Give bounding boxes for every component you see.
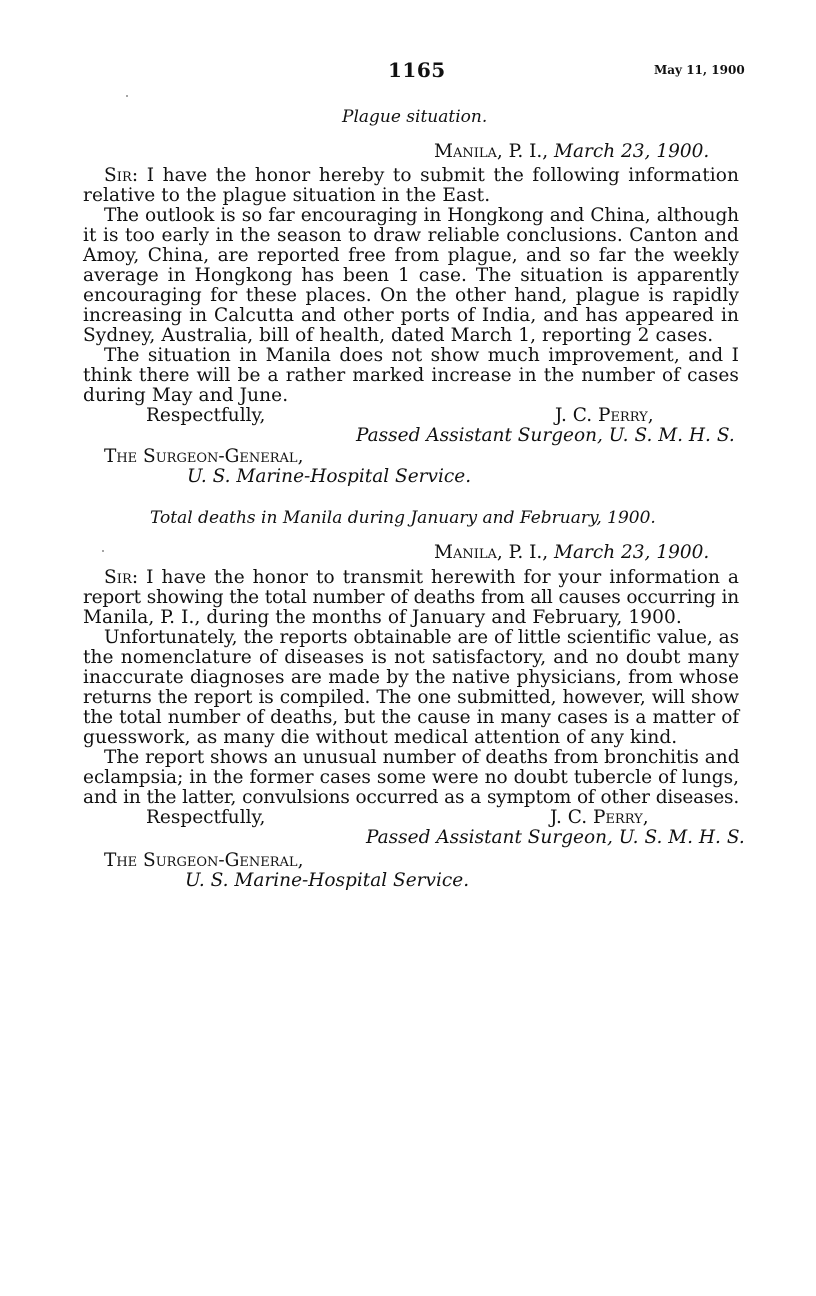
letter1-salutation: Sir: [104,165,147,186]
letter1-p2-line7: Sydney, Australia, bill of health, dated March 1, reporting 2 cases. [83,325,714,346]
letter2-place: Manila, P. I., [434,542,555,563]
letter1-p2-line5: encouraging for these places. On the other hand, plague is rapidly [83,285,739,306]
letter1-dateline [434,141,709,162]
letter1-signer-title: Passed Assistant Surgeon, U. S. M. H. S. [356,425,735,446]
letter2-p1-line2: report showing the total number of deaths from all causes occurring in [83,587,739,608]
letter2-signer: J. C. Perry, [550,807,649,828]
letter1-p3-line1: The situation in Manila does not show much improvement, and I [104,345,739,366]
letter2-p2-line6: guesswork, as many die without medical attention of any kind. [83,727,678,748]
speck [126,95,128,97]
letter2-p1-line3: Manila, P. I., during the months of January and February, 1900. [83,607,682,628]
letter2-date: March 23, 1900. [554,542,710,563]
header-date: May 11, 1900 [654,63,745,77]
letter1-p2-line2: it is too early in the season to draw reliable conclusions. Canton and [83,225,739,246]
letter2-addressee-org: U. S. Marine-Hospital Service. [185,870,470,891]
letter1-p3-line2: think there will be a rather marked increase in the number of cases [83,365,739,386]
letter2-p3-line1: The report shows an unusual number of deaths from bronchitis and [104,747,740,768]
letter1-p2-line3: Amoy, China, are reported free from plague, and so far the weekly [83,245,739,266]
letter1-signer: J. C. Perry, [555,405,654,426]
letter2-p2-line2: the nomenclature of diseases is not satisfactory, and no doubt many [83,647,739,668]
letter2-p1-line1: Sir: I have the honor to transmit herewith for your information a [104,567,740,588]
speck [102,550,104,552]
letter2-closing: Respectfully, [146,807,266,828]
letter1-closing: Respectfully, [146,405,266,426]
letter2-p2-line3: inaccurate diagnoses are made by the native physicians, from whose [83,667,739,688]
letter2-p2-line4: returns the report is compiled. The one submitted, however, will show [83,687,739,708]
letter1-p2-line4: average in Hongkong has been 1 case. The situation is apparently [83,265,739,286]
page-number: 1165 [388,58,446,82]
letter1-p3-line3: during May and June. [83,385,289,406]
letter2-addressee: The Surgeon-General, [104,850,304,871]
letter1-title: Plague situation. [342,107,488,127]
letter1-addressee: The Surgeon-General, [104,446,304,467]
letter1-addressee-org: U. S. Marine-Hospital Service. [187,466,472,487]
letter1-date: March 23, 1900. [554,141,710,162]
letter2-p3-line2: eclampsia; in the former cases some were no doubt tubercle of lungs, [83,767,739,788]
letter1-p2-line6: increasing in Calcutta and other ports of India, and has appeared in [83,305,739,326]
letter1-p1-line2: relative to the plague situation in the East. [83,185,491,206]
letter1-p1-line1: Sir: I have the honor hereby to submit the following information [104,165,739,186]
letter2-dateline [434,542,709,563]
letter2-p2-line5: the total number of deaths, but the cause in many cases is a matter of [83,707,739,728]
letter2-p3-line3: and in the latter, convulsions occurred as a symptom of other diseases. [83,787,739,808]
letter2-p2-line1: Unfortunately, the reports obtainable are of little scientific value, as [104,627,739,648]
letter2-salutation: Sir: [104,567,147,588]
letter2-title: Total deaths in Manila during January and February, 1900. [150,508,656,528]
letter1-place: Manila, P. I., [434,141,555,162]
letter2-signer-title: Passed Assistant Surgeon, U. S. M. H. S. [366,827,745,848]
letter1-p2-line1: The outlook is so far encouraging in Hongkong and China, although [104,205,739,226]
